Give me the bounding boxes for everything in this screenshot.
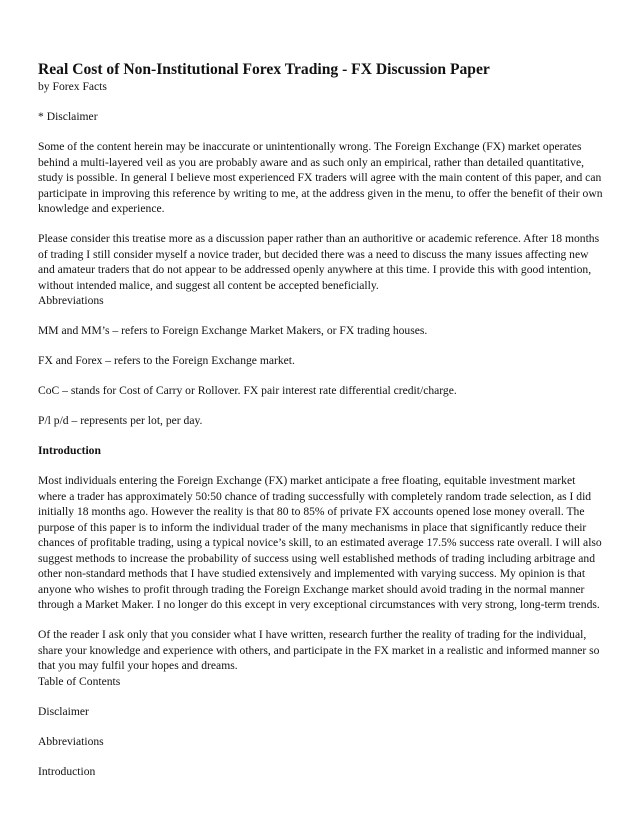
- document-page: [38, 60, 603, 779]
- paragraph-disclaimer: Some of the content herein may be inaccurate or unintentionally wrong. The Foreign Exchange (FX) market operates behind a multi-layered veil as you are probably aware and as such only an empirical, rather than detailed quantitative, study is possible. In general I believe most experienced FX traders will agree with the main content of this paper, and can participate in improving this reference by writing to me, at the address given in the menu, to offer the benefit of their own knowledge and experience.: [38, 140, 603, 215]
- abbreviation-fx: FX and Forex – refers to the Foreign Exchange market.: [38, 354, 295, 367]
- abbreviations-heading: Abbreviations: [38, 294, 104, 307]
- toc-heading: Table of Contents: [38, 674, 121, 688]
- toc-item-introduction: Introduction: [38, 764, 96, 778]
- toc-item-disclaimer: Disclaimer: [38, 704, 89, 718]
- document-title: Real Cost of Non-Institutional Forex Trading - FX Discussion Paper: [38, 61, 490, 78]
- toc-item-abbreviations: Abbreviations: [38, 734, 104, 748]
- abbreviation-pl: P/l p/d – represents per lot, per day.: [38, 414, 203, 427]
- paragraph-reader-request: Of the reader I ask only that you consider what I have written, research further the reality of trading for the individual, share your knowledge and experience with others, and participate in the FX market in a realistic and informed manner so that you may fulfil your hopes and dreams.: [38, 628, 600, 672]
- abbreviation-coc: CoC – stands for Cost of Carry or Rollover. FX pair interest rate differential credit/charge.: [38, 384, 457, 397]
- disclaimer-heading: * Disclaimer: [38, 110, 98, 123]
- paragraph-introduction: Most individuals entering the Foreign Exchange (FX) market anticipate a free floating, equitable investment market where a trader has approximately 50:50 chance of trading successfully with completely random trade selection, as I did initially 18 months ago. However the reality is that 80 to 85% of private FX accounts opened lose money overall. The purpose of this paper is to inform the individual trader of the many mechanisms in place that significantly reduce their chances of profitable trading, using a typical novice’s skill, to an estimated average 17.5% success rate overall. I will also suggest methods to increase the probability of success using well established methods of trading including arbitrage and other non-standard methods that I have studied extensively and implemented with varying success. My opinion is that anyone who wishes to profit through trading the Foreign Exchange market should avoid trading in the normal manner through a Market Maker. I no longer do this except in very exceptional circumstances with very strong, long-term trends.: [38, 474, 602, 611]
- introduction-heading: Introduction: [38, 444, 101, 457]
- abbreviation-mm: MM and MM’s – refers to Foreign Exchange Market Makers, or FX trading houses.: [38, 324, 428, 337]
- byline: by Forex Facts: [38, 80, 107, 93]
- paragraph-treatise: Please consider this treatise more as a discussion paper rather than an authoritive or academic reference. After 18 months of trading I still consider myself a novice trader, but decided there was a need to discuss the many issues affecting new and amateur traders that do not appear to be addressed openly anywhere at this time. I provide this with good intention, without intended malice, and suggest all content be accepted beneficially.: [38, 232, 600, 292]
